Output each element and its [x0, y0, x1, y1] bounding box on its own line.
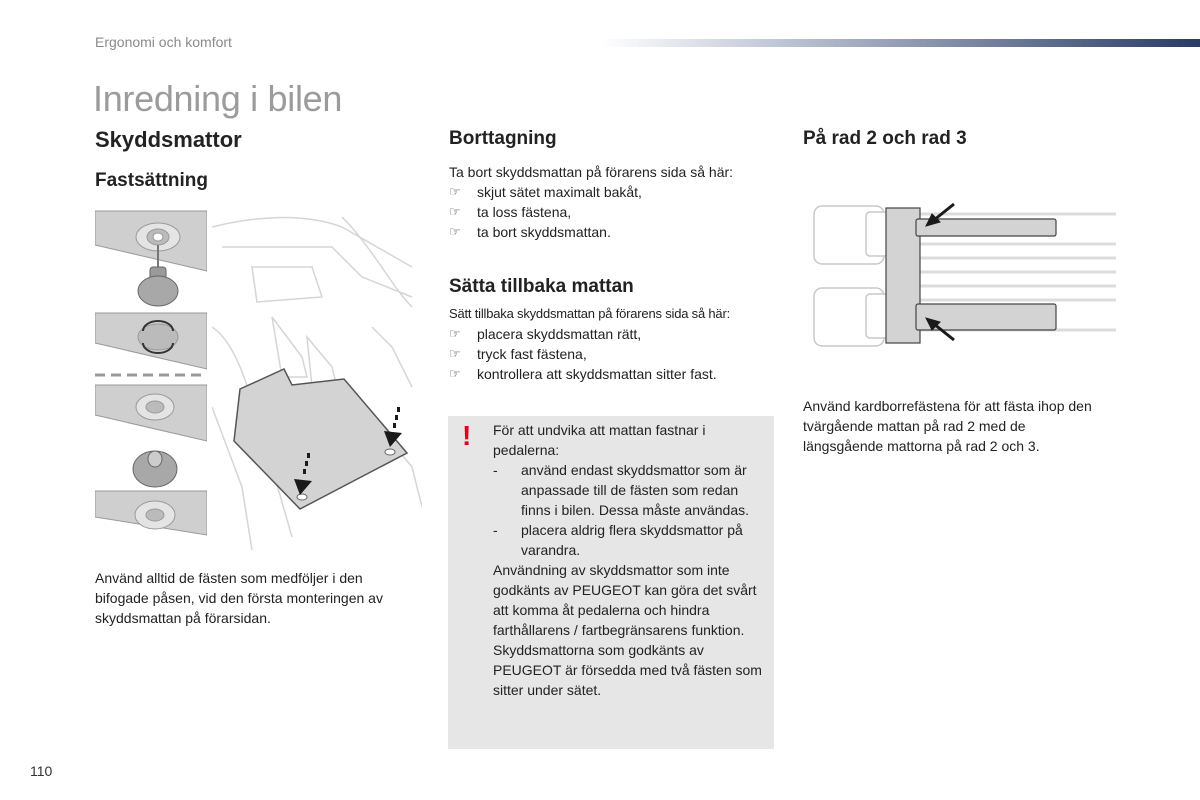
transverse-mat: [886, 208, 920, 343]
section-label: Ergonomi och komfort: [95, 34, 232, 50]
fastener-step-1-panel: [95, 211, 207, 271]
pointing-hand-icon: ☞: [449, 224, 461, 239]
pointing-hand-icon: ☞: [449, 326, 461, 341]
pointing-hand-icon: ☞: [449, 346, 461, 361]
row2-seats: [814, 206, 888, 346]
warning-intro: För att undvika att mattan fastnar i pedalerna:: [493, 422, 706, 458]
warning-body-2: Skyddsmattorna som godkänts av PEUGEOT är försedda med två fästen som sitter under sätet.: [493, 642, 762, 698]
rows-caption: Använd kardborrefästena för att fästa ihop den tvärgående mattan på rad 2 med de längsgående mattorna på rad 2 och 3.: [803, 398, 1092, 454]
header-gradient-bar: [600, 39, 1200, 47]
driver-floor-mat-illustration: [212, 207, 422, 550]
fastener-step-4-panel: [95, 491, 207, 535]
removal-steps: [449, 182, 779, 242]
rows-heading: På rad 2 och rad 3: [803, 128, 967, 149]
fastening-caption: Använd alltid de fästen som medföljer i den bifogade påsen, vid den första monteringen av skyddsmattan på förarsidan.: [95, 570, 383, 626]
removal-intro: Ta bort skyddsmattan på förarens sida så här:: [449, 164, 734, 180]
warning-text: [493, 420, 768, 700]
list-item: ☞ ta bort skyddsmattan.: [449, 224, 611, 240]
fastener-clip: [138, 267, 178, 306]
warning-dash-item: - placera aldrig flera skyddsmattor på varandra.: [493, 522, 743, 558]
list-item: ☞ kontrollera att skyddsmattan sitter fast.: [449, 366, 717, 382]
section-heading: Skyddsmattor: [95, 127, 242, 152]
floor-mat: [234, 369, 407, 509]
refit-intro: Sätt tillbaka skyddsmattan på förarens sida så här:: [449, 306, 731, 321]
list-item: ☞ tryck fast fästena,: [449, 346, 587, 362]
warning-exclamation-icon: !: [462, 420, 472, 451]
warning-body: Användning av skyddsmattor som inte godkänts av PEUGEOT kan göra det svårt att komma åt pedalerna och hindra farthållarens / fartbegränsarens funktion.: [493, 562, 757, 638]
pointing-hand-icon: ☞: [449, 184, 461, 199]
page-title: Inredning i bilen: [93, 78, 343, 119]
page-number: 110: [30, 763, 53, 779]
list-item: ☞ ta loss fästena,: [449, 204, 572, 220]
refit-heading: Sätta tillbaka mattan: [449, 276, 634, 297]
fastener-step-3-panel: [95, 385, 207, 441]
rear-floor-mats-illustration: [806, 198, 1121, 348]
list-item: ☞ skjut sätet maximalt bakåt,: [449, 184, 642, 200]
list-item: ☞ placera skyddsmattan rätt,: [449, 326, 642, 342]
refit-steps: [449, 324, 779, 384]
fastener-cap: [133, 451, 177, 487]
warning-dash-item: - använd endast skyddsmattor som är anpassade till de fästen som redan finns i bilen. Dessa måste användas.: [493, 462, 750, 518]
fastener-steps-illustration: [95, 207, 207, 537]
fastener-step-2-panel: [95, 313, 207, 369]
pointing-hand-icon: ☞: [449, 204, 461, 219]
removal-heading: Borttagning: [449, 128, 557, 149]
pointing-hand-icon: ☞: [449, 366, 461, 381]
fastening-heading: Fastsättning: [95, 170, 208, 191]
